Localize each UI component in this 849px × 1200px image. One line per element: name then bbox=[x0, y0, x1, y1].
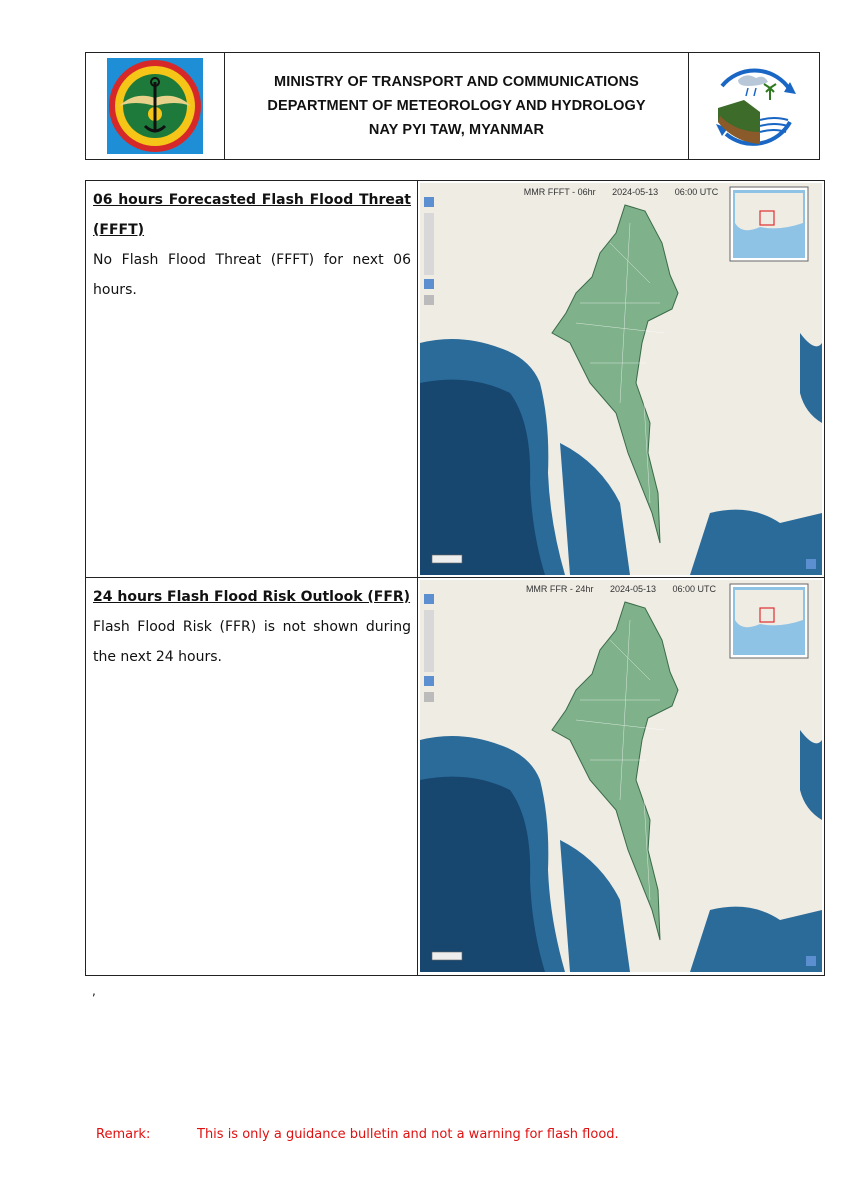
ffft-map-date: 2024-05-13 bbox=[612, 187, 659, 197]
header-box bbox=[85, 52, 820, 160]
header-text bbox=[225, 53, 688, 159]
ffr-map-time: 06:00 UTC bbox=[672, 584, 717, 594]
table-row bbox=[86, 578, 824, 975]
ministry-logo bbox=[86, 53, 225, 159]
ffft-body: No Flash Flood Threat (FFFT) for next 06 hours. bbox=[93, 252, 411, 298]
header-line-department: DEPARTMENT OF METEOROLOGY AND HYDROLOGY bbox=[267, 98, 646, 114]
header-line-location: NAY PYI TAW, MYANMAR bbox=[368, 122, 545, 138]
remark-label: Remark: bbox=[96, 1127, 151, 1142]
ffr-map-date: 2024-05-13 bbox=[609, 584, 656, 594]
ffft-text-cell bbox=[86, 181, 418, 577]
ffr-map[interactable] bbox=[418, 578, 824, 975]
ffr-body: Flash Flood Risk (FFR) is not shown during the next 24 hours. bbox=[93, 619, 411, 665]
ffr-map-caption bbox=[418, 584, 824, 594]
ffft-map-caption bbox=[418, 187, 824, 197]
ffft-map[interactable] bbox=[418, 181, 824, 577]
ffr-text-cell bbox=[86, 578, 418, 975]
ffft-map-product: MMR FFFT - 06hr bbox=[523, 187, 596, 197]
dmh-logo bbox=[688, 53, 819, 159]
ffft-map-time: 06:00 UTC bbox=[674, 187, 719, 197]
ffr-title: 24 hours Flash Flood Risk Outlook (FFR) bbox=[93, 589, 411, 605]
header-line-ministry: MINISTRY OF TRANSPORT AND COMMUNICATIONS bbox=[274, 74, 639, 90]
forecast-table bbox=[85, 180, 825, 976]
remark-text: This is only a guidance bulletin and not a warning for flash flood. bbox=[197, 1127, 619, 1142]
ffr-map-product: MMR FFR - 24hr bbox=[525, 584, 594, 594]
stray-comma: , bbox=[92, 984, 96, 998]
ffft-title: 06 hours Forecasted Flash Flood Threat (FFFT) bbox=[93, 192, 411, 238]
table-row bbox=[86, 181, 824, 578]
remark-line bbox=[96, 1127, 619, 1142]
